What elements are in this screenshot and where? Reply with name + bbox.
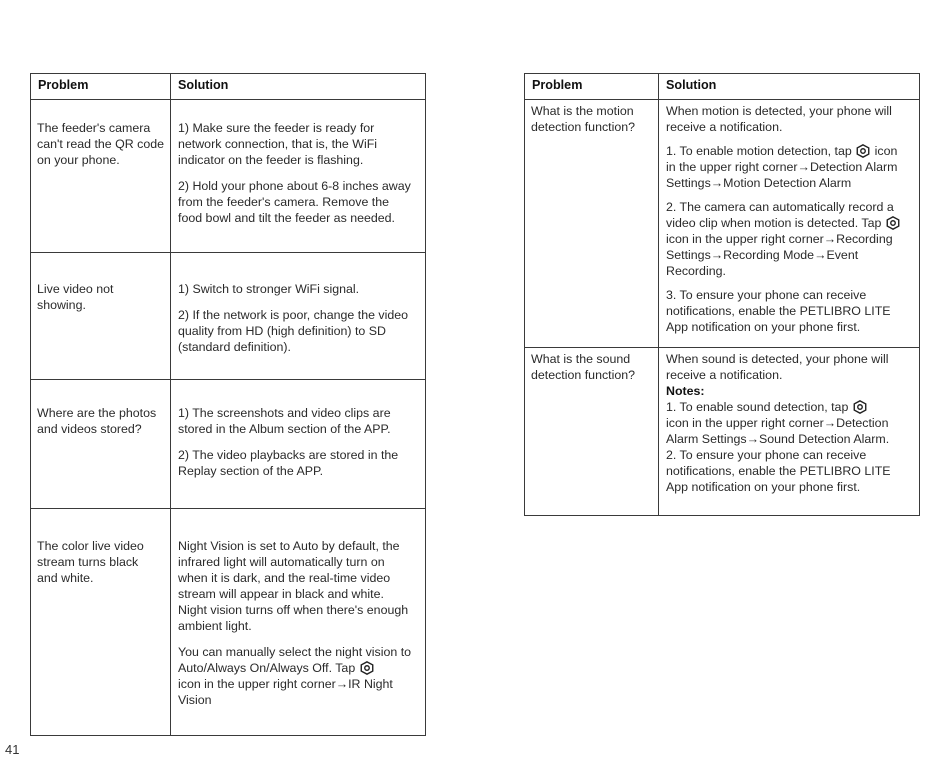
gear-icon (360, 661, 374, 675)
gear-icon (886, 216, 900, 230)
problem-text: The feeder's camera can't read the QR code on your phone. (37, 121, 165, 167)
table-row (31, 380, 426, 509)
solution-text: 2. To ensure your phone can receive notifications, enable the PETLIBRO LITE App notification on your phone first. (666, 448, 891, 494)
right-troubleshooting-table (524, 73, 920, 516)
table-row (525, 100, 920, 348)
solution-text: 1. To enable motion detection, tap icon in the upper right corner→Detection Alarm Settings→Motion Detection Alarm (666, 144, 898, 190)
page-number: 41 (5, 742, 20, 757)
solution-text: 3. To ensure your phone can receive notifications, enable the PETLIBRO LITE App notification on your phone first. (666, 288, 891, 334)
problem-header: Problem (525, 74, 659, 100)
solution-text: 1) Switch to stronger WiFi signal. (178, 282, 360, 296)
problem-text: The color live video stream turns black and white. (37, 539, 144, 585)
gear-icon (853, 400, 867, 414)
table-row (31, 100, 426, 253)
solution-text: Night Vision is set to Auto by default, the infrared light will automatically turn on when it is dark, and the real-time video stream will appear in black and white. Night vision turns off when there's enough ambient light. (178, 539, 409, 633)
solution-text: 2) The video playbacks are stored in the Replay section of the APP. (178, 448, 399, 478)
solution-text: When sound is detected, your phone will receive a notification. (666, 352, 889, 382)
solution-text: 1) The screenshots and video clips are stored in the Album section of the APP. (178, 406, 391, 436)
left-troubleshooting-table (30, 73, 426, 736)
notes-label: Notes: (666, 384, 705, 398)
table-row (525, 348, 920, 516)
solution-text: 1) Make sure the feeder is ready for network connection, that is, the WiFi indicator on the feeder is flashing. (178, 121, 378, 167)
solution-header: Solution (171, 74, 426, 100)
solution-text: When motion is detected, your phone will receive a notification. (666, 104, 892, 134)
solution-text: 2. The camera can automatically record a video clip when motion is detected. Tap icon in the upper right corner→Recording Settings→Recording Mode→Event Recording. (666, 199, 913, 279)
solution-header: Solution (659, 74, 920, 100)
problem-text: What is the sound detection function? (531, 352, 636, 382)
solution-text: 2) If the network is poor, change the video quality from HD (high definition) to SD (standard definition). (178, 308, 409, 354)
gear-icon (856, 144, 870, 158)
solution-text: 1. To enable sound detection, tap icon in the upper right corner→Detection Alarm Settings→Sound Detection Alarm. (666, 400, 890, 446)
table-row (31, 253, 426, 380)
problem-text: What is the motion detection function? (531, 104, 636, 134)
solution-text: You can manually select the night vision to Auto/Always On/Always Off. Tap icon in the upper right corner→IR Night Vision (178, 645, 412, 707)
problem-text: Where are the photos and videos stored? (37, 406, 157, 436)
solution-text: 2) Hold your phone about 6-8 inches away from the feeder's camera. Remove the food bowl and tilt the feeder as needed. (178, 179, 411, 225)
table-row (31, 509, 426, 736)
problem-header: Problem (31, 74, 171, 100)
problem-text: Live video not showing. (37, 282, 114, 312)
